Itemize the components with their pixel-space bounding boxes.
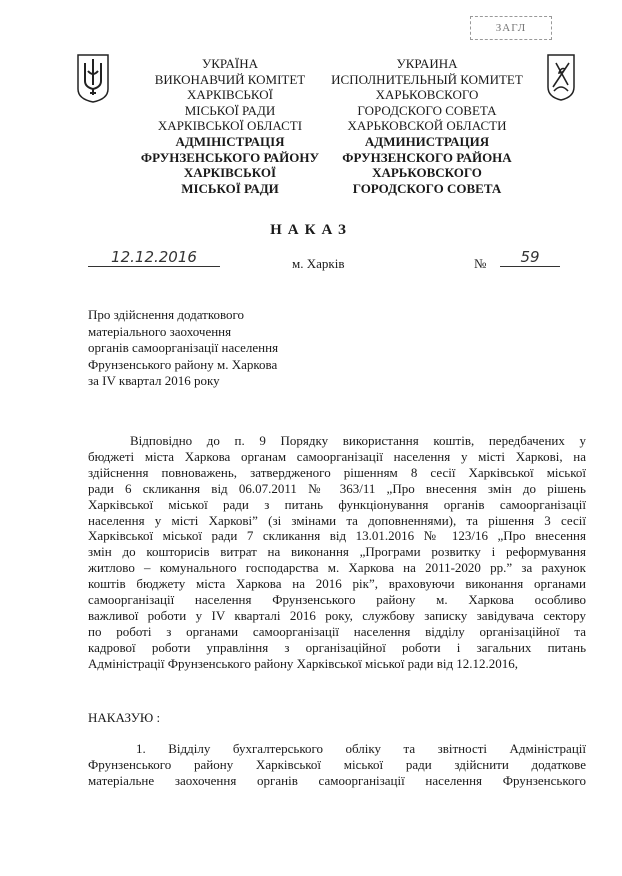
paragraph-line: житлово – комунального господарства м. Харкова на 2011-2020 рр.” за рахунок [88, 560, 586, 576]
kharkiv-coat-of-arms-icon [546, 53, 576, 101]
paragraph-line: матеріальне заохочення органів самоорганізації населення Фрунзенського [88, 772, 586, 788]
header-ua-line: ХАРКІВСЬКОЇ [187, 87, 273, 103]
order-subject [88, 307, 278, 390]
paragraph-line: ради 6 скликання від 06.07.2011 № 363/11 „Про внесення змін до рішень [88, 480, 586, 496]
subject-line: Про здійснення додаткового [88, 307, 245, 322]
header-ru-bold-line: ХАРЬКОВСКОГО [372, 165, 482, 181]
header-ua-line: УКРАЇНА [202, 56, 258, 71]
paragraph-line: важливої роботи у IV кварталі 2016 року, службову записку завідувача сектору [88, 607, 586, 623]
paragraph-line: здійснення повноважень, затвердженого рішенням 8 сесії Харківської міської [88, 464, 586, 480]
paragraph-line: кадрової роботи управління з організаційної роботи і загальних питань [88, 639, 586, 655]
header-russian [322, 56, 532, 196]
header-ru-line: ИСПОЛНИТЕЛЬНЫЙ КОМИТЕТ [331, 71, 523, 87]
paragraph-line: змін до кошторисів витрат на виконання „Програми розвитку і реформування [88, 544, 586, 560]
header-ru-line: ХАРЬКОВСКОГО [375, 87, 479, 103]
paragraph-line: бюджеті міста Харкова органам самоорганізації населення у місті Харкові, на [88, 448, 586, 464]
paragraph-line: Фрунзенського району Харківської міської ради здійснити додаткове [88, 756, 586, 772]
paragraph-line: самоорганізації населення Фрунзенського району м. Харкова особливо [88, 592, 586, 608]
paragraph-line: коштів бюджету міста Харкова на 2016 рік”, враховуючи виконання органами [88, 576, 586, 592]
header-ru-line: ГОРОДСКОГО СОВЕТА [357, 102, 497, 118]
paragraph-basis [88, 433, 586, 672]
header-ua-bold-line: МІСЬКОЇ РАДИ [181, 180, 279, 196]
registration-stamp: ЗАГЛ [470, 16, 552, 40]
header-ua-line: МІСЬКОЇ РАДИ [184, 102, 276, 118]
header-ru-line: ХАРЬКОВСКОЙ ОБЛАСТИ [347, 118, 507, 134]
order-number: 59 [500, 248, 560, 267]
paragraph-point-1 [88, 741, 586, 789]
subject-line: матеріального заохочення [88, 323, 232, 339]
header-ru-bold-line: ГОРОДСКОГО СОВЕТА [352, 180, 502, 196]
order-city: м. Харків [292, 256, 345, 271]
header-ua-bold-line: ФРУНЗЕНСЬКОГО РАЙОНУ [140, 149, 320, 165]
paragraph-line: Харківської міської ради 7 скликання від 13.01.2016 № 123/16 „Про внесення [88, 528, 586, 544]
paragraph-line: 1. Відділу бухгалтерського обліку та звітності Адміністрації [136, 741, 586, 756]
header-ru-bold-line: ФРУНЗЕНСКОГО РАЙОНА [342, 149, 512, 165]
header-ru-line: УКРАИНА [396, 56, 458, 71]
paragraph-line: Харківської міської ради з питань функціонування органів самоорганізації [88, 496, 586, 512]
header-ua-line: ВИКОНАВЧИЙ КОМІТЕТ [154, 71, 306, 87]
order-date: 12.12.2016 [88, 248, 220, 267]
subject-line: за IV квартал 2016 року [88, 373, 220, 388]
order-directive-heading: НАКАЗУЮ : [88, 710, 161, 725]
paragraph-line: по роботі з органами самоорганізації населення відділу організаційної та [88, 623, 586, 639]
trident-emblem-icon [76, 53, 110, 103]
subject-line: органів самоорганізації населення [88, 340, 279, 355]
order-number-sign: № [474, 256, 487, 271]
subject-line: Фрунзенського району м. Харкова [88, 356, 278, 372]
header-ua-bold-line: АДМІНІСТРАЦІЯ [175, 133, 285, 149]
order-title: НАКАЗ [270, 222, 352, 238]
header-ua-line: ХАРКІВСЬКОЇ ОБЛАСТІ [157, 118, 303, 134]
header-ru-bold-line: АДМИНИСТРАЦИЯ [364, 133, 490, 149]
paragraph-line: Відповідно до п. 9 Порядку використання коштів, передбачених у [130, 433, 586, 448]
header-ukrainian [120, 56, 340, 196]
paragraph-line: Адміністрації Фрунзенського району Харківської міської ради від 12.12.2016, [88, 655, 519, 671]
paragraph-line: населення у місті Харкові” (зі змінами та доповненнями), та рішення 3 сесії [88, 512, 586, 528]
header-ua-bold-line: ХАРКІВСЬКОЇ [183, 165, 277, 181]
